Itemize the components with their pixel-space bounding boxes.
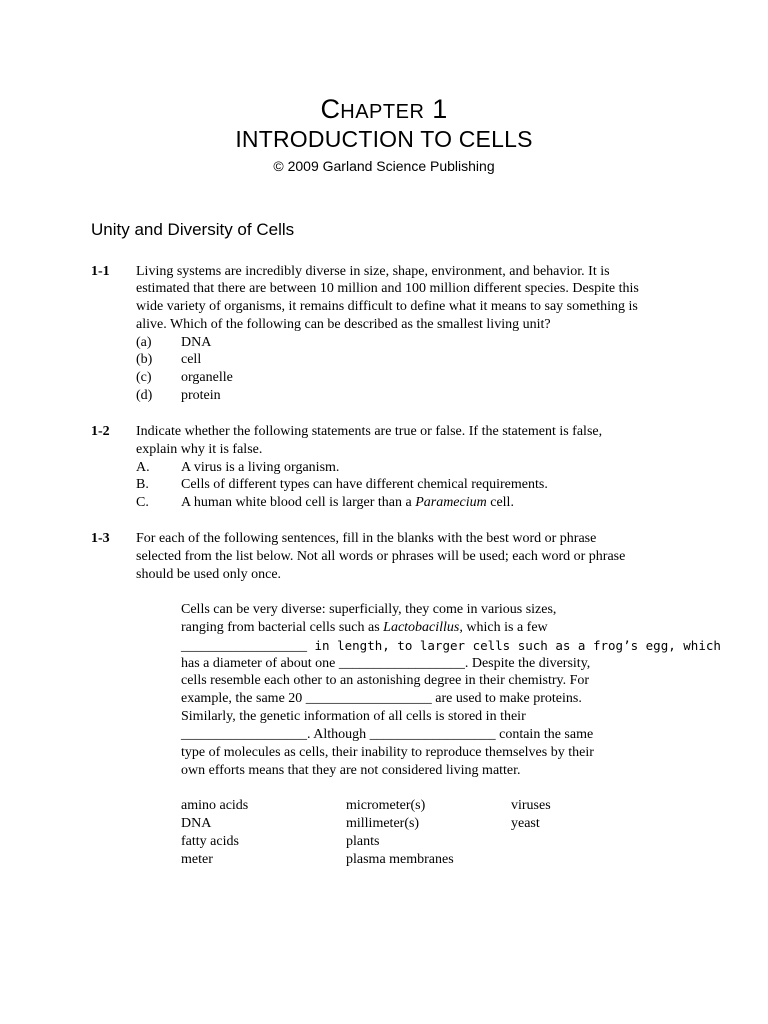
paragraph-line: type of molecules as cells, their inability to reproduce themselves by their bbox=[181, 745, 594, 760]
statement-text: Cells of different types can have different chemical requirements. bbox=[181, 477, 548, 492]
paragraph-text-part: ranging from bacterial cells such as bbox=[181, 620, 384, 635]
word-list-item: meter bbox=[181, 852, 213, 867]
option-label: (d) bbox=[136, 388, 153, 403]
word-list-item: plants bbox=[346, 834, 380, 849]
statement-text-part: cell. bbox=[486, 495, 514, 510]
option-text: cell bbox=[181, 352, 202, 367]
word-list-item: fatty acids bbox=[181, 834, 239, 849]
statement-text: A virus is a living organism. bbox=[181, 460, 340, 475]
statement-label: C. bbox=[136, 495, 149, 510]
question-number: 1-3 bbox=[91, 531, 110, 546]
question-text-line: Living systems are incredibly diverse in size, shape, environment, and behavior. It is bbox=[136, 264, 610, 279]
question-number: 1-2 bbox=[91, 424, 110, 439]
option-text: DNA bbox=[181, 335, 212, 350]
word-list-item: plasma membranes bbox=[346, 852, 454, 867]
chapter-title: INTRODUCTION TO CELLS bbox=[235, 126, 533, 152]
paragraph-line: Cells can be very diverse: superficially, they come in various sizes, bbox=[181, 602, 557, 617]
question-text-line: Indicate whether the following statements are true or false. If the statement is false, bbox=[136, 424, 603, 439]
statement-text bbox=[181, 494, 514, 511]
option-label: (c) bbox=[136, 370, 152, 385]
paragraph-line: own efforts means that they are not considered living matter. bbox=[181, 763, 521, 778]
statement-label: A. bbox=[136, 460, 150, 475]
word-list-item: micrometer(s) bbox=[346, 798, 426, 813]
copyright-line: © 2009 Garland Science Publishing bbox=[273, 158, 495, 174]
section-title: Unity and Diversity of Cells bbox=[91, 220, 295, 239]
option-label: (a) bbox=[136, 335, 152, 350]
chapter-cap-letter: C bbox=[320, 94, 341, 124]
paragraph-line: has a diameter of about one __________________. Despite the diversity, bbox=[181, 656, 591, 671]
fill-blank: __________________ bbox=[181, 639, 307, 654]
statement-text-part: A human white blood cell is larger than a bbox=[181, 495, 416, 510]
question-text-line: selected from the list below. Not all words or phrases will be used; each word or phrase bbox=[136, 549, 626, 564]
question-text-line: alive. Which of the following can be described as the smallest living unit? bbox=[136, 317, 551, 332]
chapter-number: 1 bbox=[432, 94, 448, 124]
word-list-item: viruses bbox=[511, 798, 551, 813]
option-text: protein bbox=[181, 388, 221, 403]
paragraph-line: Similarly, the genetic information of all cells is stored in their bbox=[181, 709, 526, 724]
word-list-item: DNA bbox=[181, 816, 212, 831]
option-text: organelle bbox=[181, 370, 233, 385]
question-text-line: explain why it is false. bbox=[136, 442, 263, 457]
paragraph-line bbox=[181, 619, 548, 636]
question-text-line: wide variety of organisms, it remains difficult to define what it means to say something is bbox=[136, 299, 638, 314]
species-name: Lactobacillus, bbox=[383, 620, 463, 635]
species-name: Paramecium bbox=[415, 495, 487, 510]
word-list-item: millimeter(s) bbox=[346, 816, 420, 831]
question-text-line: For each of the following sentences, fill in the blanks with the best word or phrase bbox=[136, 531, 597, 546]
statement-label: B. bbox=[136, 477, 149, 492]
question-text-line: estimated that there are between 10 million and 100 million different species. Despite this bbox=[136, 281, 639, 296]
question-text-line: should be used only once. bbox=[136, 567, 282, 582]
word-list-item: amino acids bbox=[181, 798, 249, 813]
paragraph-line: cells resemble each other to an astonishing degree in their chemistry. For bbox=[181, 673, 590, 688]
option-label: (b) bbox=[136, 352, 153, 367]
paragraph-text-part: in length, to larger cells such as a frog’s egg, which bbox=[307, 638, 721, 653]
paragraph-line: __________________. Although __________________ contain the same bbox=[181, 727, 594, 742]
paragraph-text-part: which is a few bbox=[462, 620, 548, 635]
paragraph-line: example, the same 20 __________________ are used to make proteins. bbox=[181, 691, 582, 706]
paragraph-line bbox=[181, 637, 721, 655]
chapter-heading bbox=[0, 94, 768, 125]
chapter-word: HAPTER bbox=[340, 101, 425, 123]
question-number: 1-1 bbox=[91, 264, 110, 279]
word-list-item: yeast bbox=[511, 816, 540, 831]
